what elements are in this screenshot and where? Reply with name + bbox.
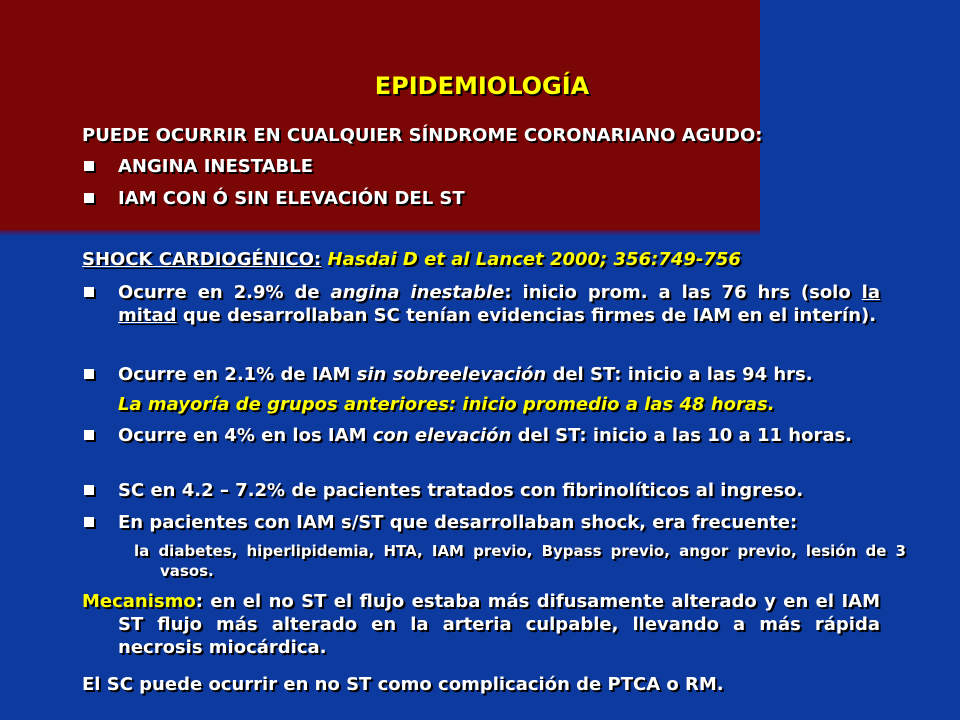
bullet-square-icon <box>84 485 94 495</box>
bullet-square-icon <box>84 517 94 527</box>
intro-item-2: IAM CON Ó SIN ELEVACIÓN DEL ST <box>118 188 465 209</box>
shock-heading <box>82 248 741 271</box>
shock-label: SHOCK CARDIOGÉNICO: <box>82 249 322 270</box>
text-segment-italic: angina inestable <box>330 282 505 303</box>
text-segment: Ocurre en 2.1% de IAM <box>118 364 357 385</box>
mechanism-text: : en el no ST el flujo estaba más difusamente alterado y en el IAM ST flujo más alterado en la arteria culpable, llevando a más rápida necrosis miocárdica. <box>118 591 880 658</box>
text-segment-underline: la mitad <box>118 282 880 326</box>
text-segment: Ocurre en 2.9% de <box>118 282 331 303</box>
mechanism-paragraph <box>82 590 880 659</box>
text-segment: del ST: inicio a las 94 hrs. <box>546 364 813 385</box>
bullet-fibrinolytics: SC en 4.2 – 7.2% de pacientes tratados con fibrinolíticos al ingreso. <box>118 480 804 501</box>
text-segment: que desarrollaban SC tenían evidencias firmes de IAM en el interín). <box>176 305 877 326</box>
bullet-square-icon <box>84 193 94 203</box>
risk-factors-detail: la diabetes, hiperlipidemia, HTA, IAM previo, Bypass previo, angor previo, lesión de 3 vasos. <box>134 542 906 580</box>
groups-average-note: La mayoría de grupos anteriores: inicio promedio a las 48 horas. <box>118 394 775 415</box>
slide-title: EPIDEMIOLOGÍA <box>374 72 590 100</box>
mechanism-label: Mecanismo <box>82 591 196 612</box>
intro-text: PUEDE OCURRIR EN CUALQUIER SÍNDROME CORONARIANO AGUDO: <box>82 125 763 146</box>
bullet-square-icon <box>84 369 94 379</box>
shock-reference: Hasdai D et al Lancet 2000; 356:749-756 <box>327 249 741 270</box>
intro-item-1: ANGINA INESTABLE <box>118 156 314 177</box>
text-segment: Ocurre en 4% en los IAM <box>118 425 373 446</box>
bullet-risk-factors: En pacientes con IAM s/ST que desarrollaban shock, era frecuente: <box>118 512 798 533</box>
closing-line: El SC puede ocurrir en no ST como complicación de PTCA o RM. <box>82 674 724 695</box>
bullet-square-icon <box>84 161 94 171</box>
text-segment-italic: con elevación <box>372 425 512 446</box>
background-gradient-edge <box>0 230 760 236</box>
text-segment: : inicio prom. a las 76 hrs (solo <box>504 282 862 303</box>
text-segment: del ST: inicio a las 10 a 11 horas. <box>511 425 853 446</box>
bullet-iam-st <box>118 424 880 447</box>
bullet-square-icon <box>84 287 94 297</box>
bullet-square-icon <box>84 430 94 440</box>
bullet-angina <box>118 281 880 327</box>
bullet-iam-no-st <box>118 363 880 386</box>
text-segment-italic: sin sobreelevación <box>356 364 547 385</box>
